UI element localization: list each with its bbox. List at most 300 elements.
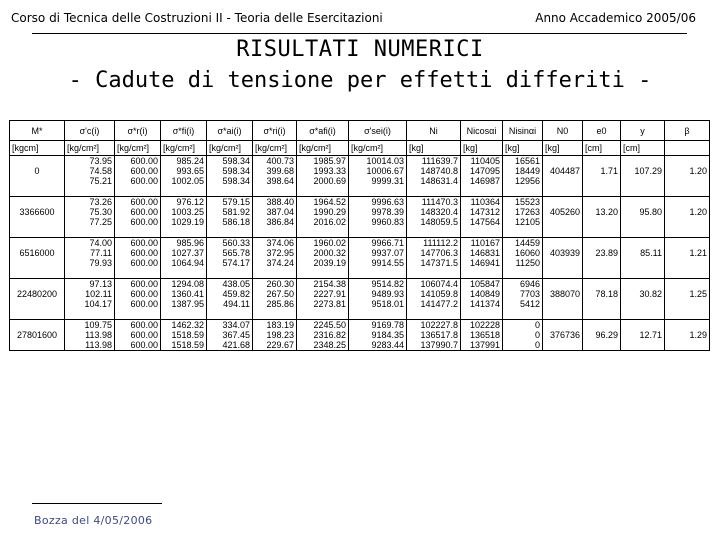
page-title: RISULTATI NUMERICI xyxy=(236,37,484,62)
column-header: σ*ai(i) xyxy=(207,121,253,141)
value-cell: 1993.33 xyxy=(297,166,349,176)
y-cell: 30.82 xyxy=(621,289,665,299)
value-cell: 79.93 xyxy=(65,258,115,268)
e0-cell: 96.29 xyxy=(583,330,621,340)
value-cell: 372.95 xyxy=(253,248,297,258)
spacer-cell xyxy=(207,227,253,238)
beta-cell xyxy=(665,197,710,208)
table-row xyxy=(10,279,710,290)
value-cell: 581.92 xyxy=(207,207,253,217)
spacer-cell xyxy=(461,186,503,197)
column-header: Ni xyxy=(407,121,461,141)
value-cell: 110405 xyxy=(461,156,503,167)
value-cell: 600.00 xyxy=(115,207,161,217)
value-cell: 2000.32 xyxy=(297,248,349,258)
value-cell: 388.40 xyxy=(253,197,297,208)
spacer-cell xyxy=(297,186,349,197)
table-row xyxy=(10,238,710,249)
value-cell: 2245.50 xyxy=(297,320,349,331)
e0-cell: 78.18 xyxy=(583,289,621,299)
n0-cell xyxy=(543,258,583,268)
beta-cell: 1.20 xyxy=(665,166,710,176)
table-row xyxy=(10,217,710,227)
value-cell: 9489.93 xyxy=(349,289,407,299)
spacer-cell xyxy=(253,227,297,238)
spacer-cell xyxy=(543,186,583,197)
value-cell: 9937.07 xyxy=(349,248,407,258)
value-cell: 12956 xyxy=(503,176,543,186)
column-header: σ*ri(i) xyxy=(253,121,297,141)
value-cell: 598.34 xyxy=(207,166,253,176)
value-cell: 600.00 xyxy=(115,166,161,176)
beta-cell xyxy=(665,217,710,227)
value-cell: 494.11 xyxy=(207,299,253,309)
value-cell: 111112.2 xyxy=(407,238,461,249)
value-cell: 147312 xyxy=(461,207,503,217)
column-header: β xyxy=(665,121,710,141)
value-cell: 12105 xyxy=(503,217,543,227)
value-cell: 1003.25 xyxy=(161,207,207,217)
value-cell: 17263 xyxy=(503,207,543,217)
value-cell: 0 xyxy=(503,320,543,331)
table-row xyxy=(10,299,710,309)
spacer-cell xyxy=(349,309,407,320)
y-cell xyxy=(621,197,665,208)
spacer-cell xyxy=(503,186,543,197)
moment-cell xyxy=(10,279,65,290)
value-cell: 6946 xyxy=(503,279,543,290)
table-row xyxy=(10,289,710,299)
spacer-cell xyxy=(253,268,297,279)
moment-cell xyxy=(10,156,65,167)
value-cell: 600.00 xyxy=(115,258,161,268)
e0-cell xyxy=(583,176,621,186)
value-cell: 147564 xyxy=(461,217,503,227)
value-cell: 600.00 xyxy=(115,330,161,340)
value-cell: 374.24 xyxy=(253,258,297,268)
value-cell: 586.18 xyxy=(207,217,253,227)
value-cell: 147371.5 xyxy=(407,258,461,268)
moment-cell xyxy=(10,176,65,186)
value-cell: 102.11 xyxy=(65,289,115,299)
value-cell: 136518 xyxy=(461,330,503,340)
e0-cell xyxy=(583,217,621,227)
spacer-cell xyxy=(621,309,665,320)
value-cell: 77.25 xyxy=(65,217,115,227)
value-cell: 2227.91 xyxy=(297,289,349,299)
spacer-cell xyxy=(161,309,207,320)
value-cell: 102227.8 xyxy=(407,320,461,331)
value-cell: 600.00 xyxy=(115,238,161,249)
spacer-cell xyxy=(349,268,407,279)
value-cell: 74.00 xyxy=(65,238,115,249)
spacer-cell xyxy=(10,186,65,197)
n0-cell: 388070 xyxy=(543,289,583,299)
value-cell: 14459 xyxy=(503,238,543,249)
n0-cell xyxy=(543,217,583,227)
value-cell: 0 xyxy=(503,330,543,340)
value-cell: 104.17 xyxy=(65,299,115,309)
moment-cell xyxy=(10,238,65,249)
spacer-cell xyxy=(583,186,621,197)
value-cell: 141059.8 xyxy=(407,289,461,299)
draft-date: Bozza del 4/05/2006 xyxy=(34,514,153,527)
unit-cell: [kg] xyxy=(461,141,503,156)
value-cell: 136517.8 xyxy=(407,330,461,340)
table-row xyxy=(10,248,710,258)
value-cell: 560.33 xyxy=(207,238,253,249)
value-cell: 15523 xyxy=(503,197,543,208)
spacer-cell xyxy=(583,268,621,279)
spacer-cell xyxy=(65,309,115,320)
spacer-cell xyxy=(115,227,161,238)
unit-cell: [cm] xyxy=(583,141,621,156)
y-cell: 107.29 xyxy=(621,166,665,176)
value-cell: 1985.97 xyxy=(297,156,349,167)
e0-cell xyxy=(583,258,621,268)
value-cell: 9184.35 xyxy=(349,330,407,340)
value-cell: 75.30 xyxy=(65,207,115,217)
spacer-cell xyxy=(253,186,297,197)
value-cell: 421.68 xyxy=(207,340,253,351)
column-header: Nisinαi xyxy=(503,121,543,141)
value-cell: 0 xyxy=(503,340,543,351)
value-cell: 600.00 xyxy=(115,217,161,227)
column-header: σ*r(i) xyxy=(115,121,161,141)
value-cell: 141374 xyxy=(461,299,503,309)
column-header: N0 xyxy=(543,121,583,141)
table-row xyxy=(10,258,710,268)
value-cell: 74.58 xyxy=(65,166,115,176)
value-cell: 398.64 xyxy=(253,176,297,186)
y-cell xyxy=(621,238,665,249)
beta-cell xyxy=(665,299,710,309)
value-cell: 600.00 xyxy=(115,156,161,167)
spacer-cell xyxy=(207,309,253,320)
table-row xyxy=(10,340,710,351)
value-cell: 600.00 xyxy=(115,248,161,258)
value-cell: 1387.95 xyxy=(161,299,207,309)
spacer-cell xyxy=(543,227,583,238)
table-row xyxy=(10,176,710,186)
moment-cell: 3366600 xyxy=(10,207,65,217)
moment-cell xyxy=(10,340,65,351)
unit-cell: [kg/cm²] xyxy=(297,141,349,156)
spacer-cell xyxy=(503,268,543,279)
y-cell: 12.71 xyxy=(621,330,665,340)
spacer-cell xyxy=(503,227,543,238)
moment-cell xyxy=(10,320,65,331)
value-cell: 1002.05 xyxy=(161,176,207,186)
unit-cell: [kgcm] xyxy=(10,141,65,156)
value-cell: 1294.08 xyxy=(161,279,207,290)
value-cell: 111639.7 xyxy=(407,156,461,167)
column-header: M* xyxy=(10,121,65,141)
spacer-cell xyxy=(10,309,65,320)
value-cell: 105847 xyxy=(461,279,503,290)
value-cell: 9966.71 xyxy=(349,238,407,249)
value-cell: 9514.82 xyxy=(349,279,407,290)
value-cell: 993.65 xyxy=(161,166,207,176)
spacer-cell xyxy=(161,227,207,238)
value-cell: 146831 xyxy=(461,248,503,258)
value-cell: 9518.01 xyxy=(349,299,407,309)
beta-cell xyxy=(665,320,710,331)
column-header: σ'sei(i) xyxy=(349,121,407,141)
value-cell: 367.45 xyxy=(207,330,253,340)
value-cell: 600.00 xyxy=(115,320,161,331)
y-cell xyxy=(621,156,665,167)
n0-cell: 403939 xyxy=(543,248,583,258)
value-cell: 600.00 xyxy=(115,289,161,299)
spacer-cell xyxy=(461,268,503,279)
n0-cell: 376736 xyxy=(543,330,583,340)
value-cell: 110167 xyxy=(461,238,503,249)
value-cell: 9914.55 xyxy=(349,258,407,268)
n0-cell xyxy=(543,197,583,208)
spacer-cell xyxy=(407,186,461,197)
value-cell: 1960.02 xyxy=(297,238,349,249)
table-row xyxy=(10,156,710,167)
value-cell: 1964.52 xyxy=(297,197,349,208)
e0-cell: 1.71 xyxy=(583,166,621,176)
value-cell: 73.26 xyxy=(65,197,115,208)
value-cell: 2016.02 xyxy=(297,217,349,227)
value-cell: 9999.31 xyxy=(349,176,407,186)
spacer-cell xyxy=(115,186,161,197)
unit-cell: [kg/cm²] xyxy=(161,141,207,156)
course-title: Corso di Tecnica delle Costruzioni II - Teoria delle Esercitazioni xyxy=(11,11,383,25)
value-cell: 598.34 xyxy=(207,156,253,167)
value-cell: 9996.63 xyxy=(349,197,407,208)
moment-cell: 6516000 xyxy=(10,248,65,258)
beta-cell: 1.21 xyxy=(665,248,710,258)
n0-cell xyxy=(543,320,583,331)
results-table xyxy=(9,120,710,351)
value-cell: 400.73 xyxy=(253,156,297,167)
value-cell: 2000.69 xyxy=(297,176,349,186)
value-cell: 285.86 xyxy=(253,299,297,309)
spacer-cell xyxy=(349,186,407,197)
value-cell: 75.21 xyxy=(65,176,115,186)
spacer-cell xyxy=(665,227,710,238)
spacer-cell xyxy=(349,227,407,238)
spacer-cell xyxy=(297,227,349,238)
y-cell xyxy=(621,176,665,186)
value-cell: 600.00 xyxy=(115,197,161,208)
spacer-cell xyxy=(583,227,621,238)
value-cell: 1990.29 xyxy=(297,207,349,217)
value-cell: 140849 xyxy=(461,289,503,299)
e0-cell xyxy=(583,279,621,290)
e0-cell xyxy=(583,299,621,309)
column-header: Nicosαi xyxy=(461,121,503,141)
y-cell: 85.11 xyxy=(621,248,665,258)
column-header: y xyxy=(621,121,665,141)
e0-cell xyxy=(583,340,621,351)
value-cell: 386.84 xyxy=(253,217,297,227)
value-cell: 260.30 xyxy=(253,279,297,290)
value-cell: 148740.8 xyxy=(407,166,461,176)
e0-cell xyxy=(583,238,621,249)
column-header: e0 xyxy=(583,121,621,141)
spacer-cell xyxy=(161,186,207,197)
group-spacer-row xyxy=(10,227,710,238)
spacer-cell xyxy=(407,227,461,238)
beta-cell xyxy=(665,279,710,290)
n0-cell xyxy=(543,176,583,186)
value-cell: 113.98 xyxy=(65,330,115,340)
spacer-cell xyxy=(543,268,583,279)
e0-cell: 13.20 xyxy=(583,207,621,217)
unit-cell: [kg/cm²] xyxy=(65,141,115,156)
header-divider xyxy=(32,33,687,34)
value-cell: 106074.4 xyxy=(407,279,461,290)
value-cell: 148631.4 xyxy=(407,176,461,186)
value-cell: 147706.3 xyxy=(407,248,461,258)
value-cell: 2039.19 xyxy=(297,258,349,268)
n0-cell xyxy=(543,279,583,290)
value-cell: 2273.81 xyxy=(297,299,349,309)
table-row xyxy=(10,320,710,331)
moment-cell xyxy=(10,258,65,268)
spacer-cell xyxy=(65,268,115,279)
spacer-cell xyxy=(503,309,543,320)
y-cell xyxy=(621,320,665,331)
value-cell: 141477.2 xyxy=(407,299,461,309)
spacer-cell xyxy=(621,268,665,279)
e0-cell xyxy=(583,320,621,331)
value-cell: 600.00 xyxy=(115,340,161,351)
table-body xyxy=(10,156,710,351)
n0-cell: 404487 xyxy=(543,166,583,176)
value-cell: 600.00 xyxy=(115,299,161,309)
moment-cell: 22480200 xyxy=(10,289,65,299)
spacer-cell xyxy=(10,227,65,238)
y-cell xyxy=(621,299,665,309)
value-cell: 147095 xyxy=(461,166,503,176)
e0-cell xyxy=(583,197,621,208)
value-cell: 111470.3 xyxy=(407,197,461,208)
n0-cell: 405260 xyxy=(543,207,583,217)
spacer-cell xyxy=(583,309,621,320)
value-cell: 579.15 xyxy=(207,197,253,208)
column-header: σ*afi(i) xyxy=(297,121,349,141)
spacer-cell xyxy=(115,309,161,320)
value-cell: 1518.59 xyxy=(161,340,207,351)
spacer-cell xyxy=(161,268,207,279)
value-cell: 9978.39 xyxy=(349,207,407,217)
value-cell: 267.50 xyxy=(253,289,297,299)
value-cell: 97.13 xyxy=(65,279,115,290)
beta-cell xyxy=(665,176,710,186)
page-subtitle: - Cadute di tensione per effetti differiti - xyxy=(68,68,652,93)
value-cell: 148320.4 xyxy=(407,207,461,217)
value-cell: 9960.83 xyxy=(349,217,407,227)
y-cell: 95.80 xyxy=(621,207,665,217)
spacer-cell xyxy=(65,227,115,238)
y-cell xyxy=(621,340,665,351)
value-cell: 1518.59 xyxy=(161,330,207,340)
spacer-cell xyxy=(665,309,710,320)
value-cell: 1064.94 xyxy=(161,258,207,268)
unit-cell: [cm] xyxy=(621,141,665,156)
value-cell: 198.23 xyxy=(253,330,297,340)
table-units-row xyxy=(10,141,710,156)
value-cell: 146987 xyxy=(461,176,503,186)
value-cell: 574.17 xyxy=(207,258,253,268)
value-cell: 334.07 xyxy=(207,320,253,331)
beta-cell xyxy=(665,238,710,249)
value-cell: 102228 xyxy=(461,320,503,331)
value-cell: 137990.7 xyxy=(407,340,461,351)
table-row xyxy=(10,166,710,176)
unit-cell: [kg/cm²] xyxy=(207,141,253,156)
y-cell xyxy=(621,258,665,268)
spacer-cell xyxy=(65,186,115,197)
unit-cell: [kg] xyxy=(543,141,583,156)
e0-cell xyxy=(583,156,621,167)
moment-cell xyxy=(10,299,65,309)
beta-cell: 1.20 xyxy=(665,207,710,217)
unit-cell xyxy=(665,141,710,156)
value-cell: 18449 xyxy=(503,166,543,176)
value-cell: 5412 xyxy=(503,299,543,309)
value-cell: 183.19 xyxy=(253,320,297,331)
y-cell xyxy=(621,217,665,227)
unit-cell: [kg/cm²] xyxy=(253,141,297,156)
value-cell: 600.00 xyxy=(115,279,161,290)
spacer-cell xyxy=(297,309,349,320)
value-cell: 1029.19 xyxy=(161,217,207,227)
value-cell: 1462.32 xyxy=(161,320,207,331)
value-cell: 2348.25 xyxy=(297,340,349,351)
academic-year: Anno Accademico 2005/06 xyxy=(535,11,696,25)
unit-cell: [kg/cm²] xyxy=(349,141,407,156)
spacer-cell xyxy=(115,268,161,279)
value-cell: 146941 xyxy=(461,258,503,268)
value-cell: 985.96 xyxy=(161,238,207,249)
spacer-cell xyxy=(621,227,665,238)
table-row xyxy=(10,207,710,217)
value-cell: 565.78 xyxy=(207,248,253,258)
unit-cell: [kg] xyxy=(407,141,461,156)
beta-cell xyxy=(665,156,710,167)
spacer-cell xyxy=(253,309,297,320)
value-cell: 374.06 xyxy=(253,238,297,249)
value-cell: 10006.67 xyxy=(349,166,407,176)
value-cell: 7703 xyxy=(503,289,543,299)
group-spacer-row xyxy=(10,309,710,320)
footer-divider xyxy=(32,503,162,504)
value-cell: 9283.44 xyxy=(349,340,407,351)
spacer-cell xyxy=(543,309,583,320)
value-cell: 77.11 xyxy=(65,248,115,258)
value-cell: 73.95 xyxy=(65,156,115,167)
spacer-cell xyxy=(297,268,349,279)
beta-cell: 1.25 xyxy=(665,289,710,299)
spacer-cell xyxy=(665,186,710,197)
moment-cell: 27801600 xyxy=(10,330,65,340)
beta-cell xyxy=(665,258,710,268)
spacer-cell xyxy=(665,268,710,279)
value-cell: 10014.03 xyxy=(349,156,407,167)
value-cell: 110364 xyxy=(461,197,503,208)
spacer-cell xyxy=(407,268,461,279)
value-cell: 438.05 xyxy=(207,279,253,290)
n0-cell xyxy=(543,299,583,309)
value-cell: 2154.38 xyxy=(297,279,349,290)
